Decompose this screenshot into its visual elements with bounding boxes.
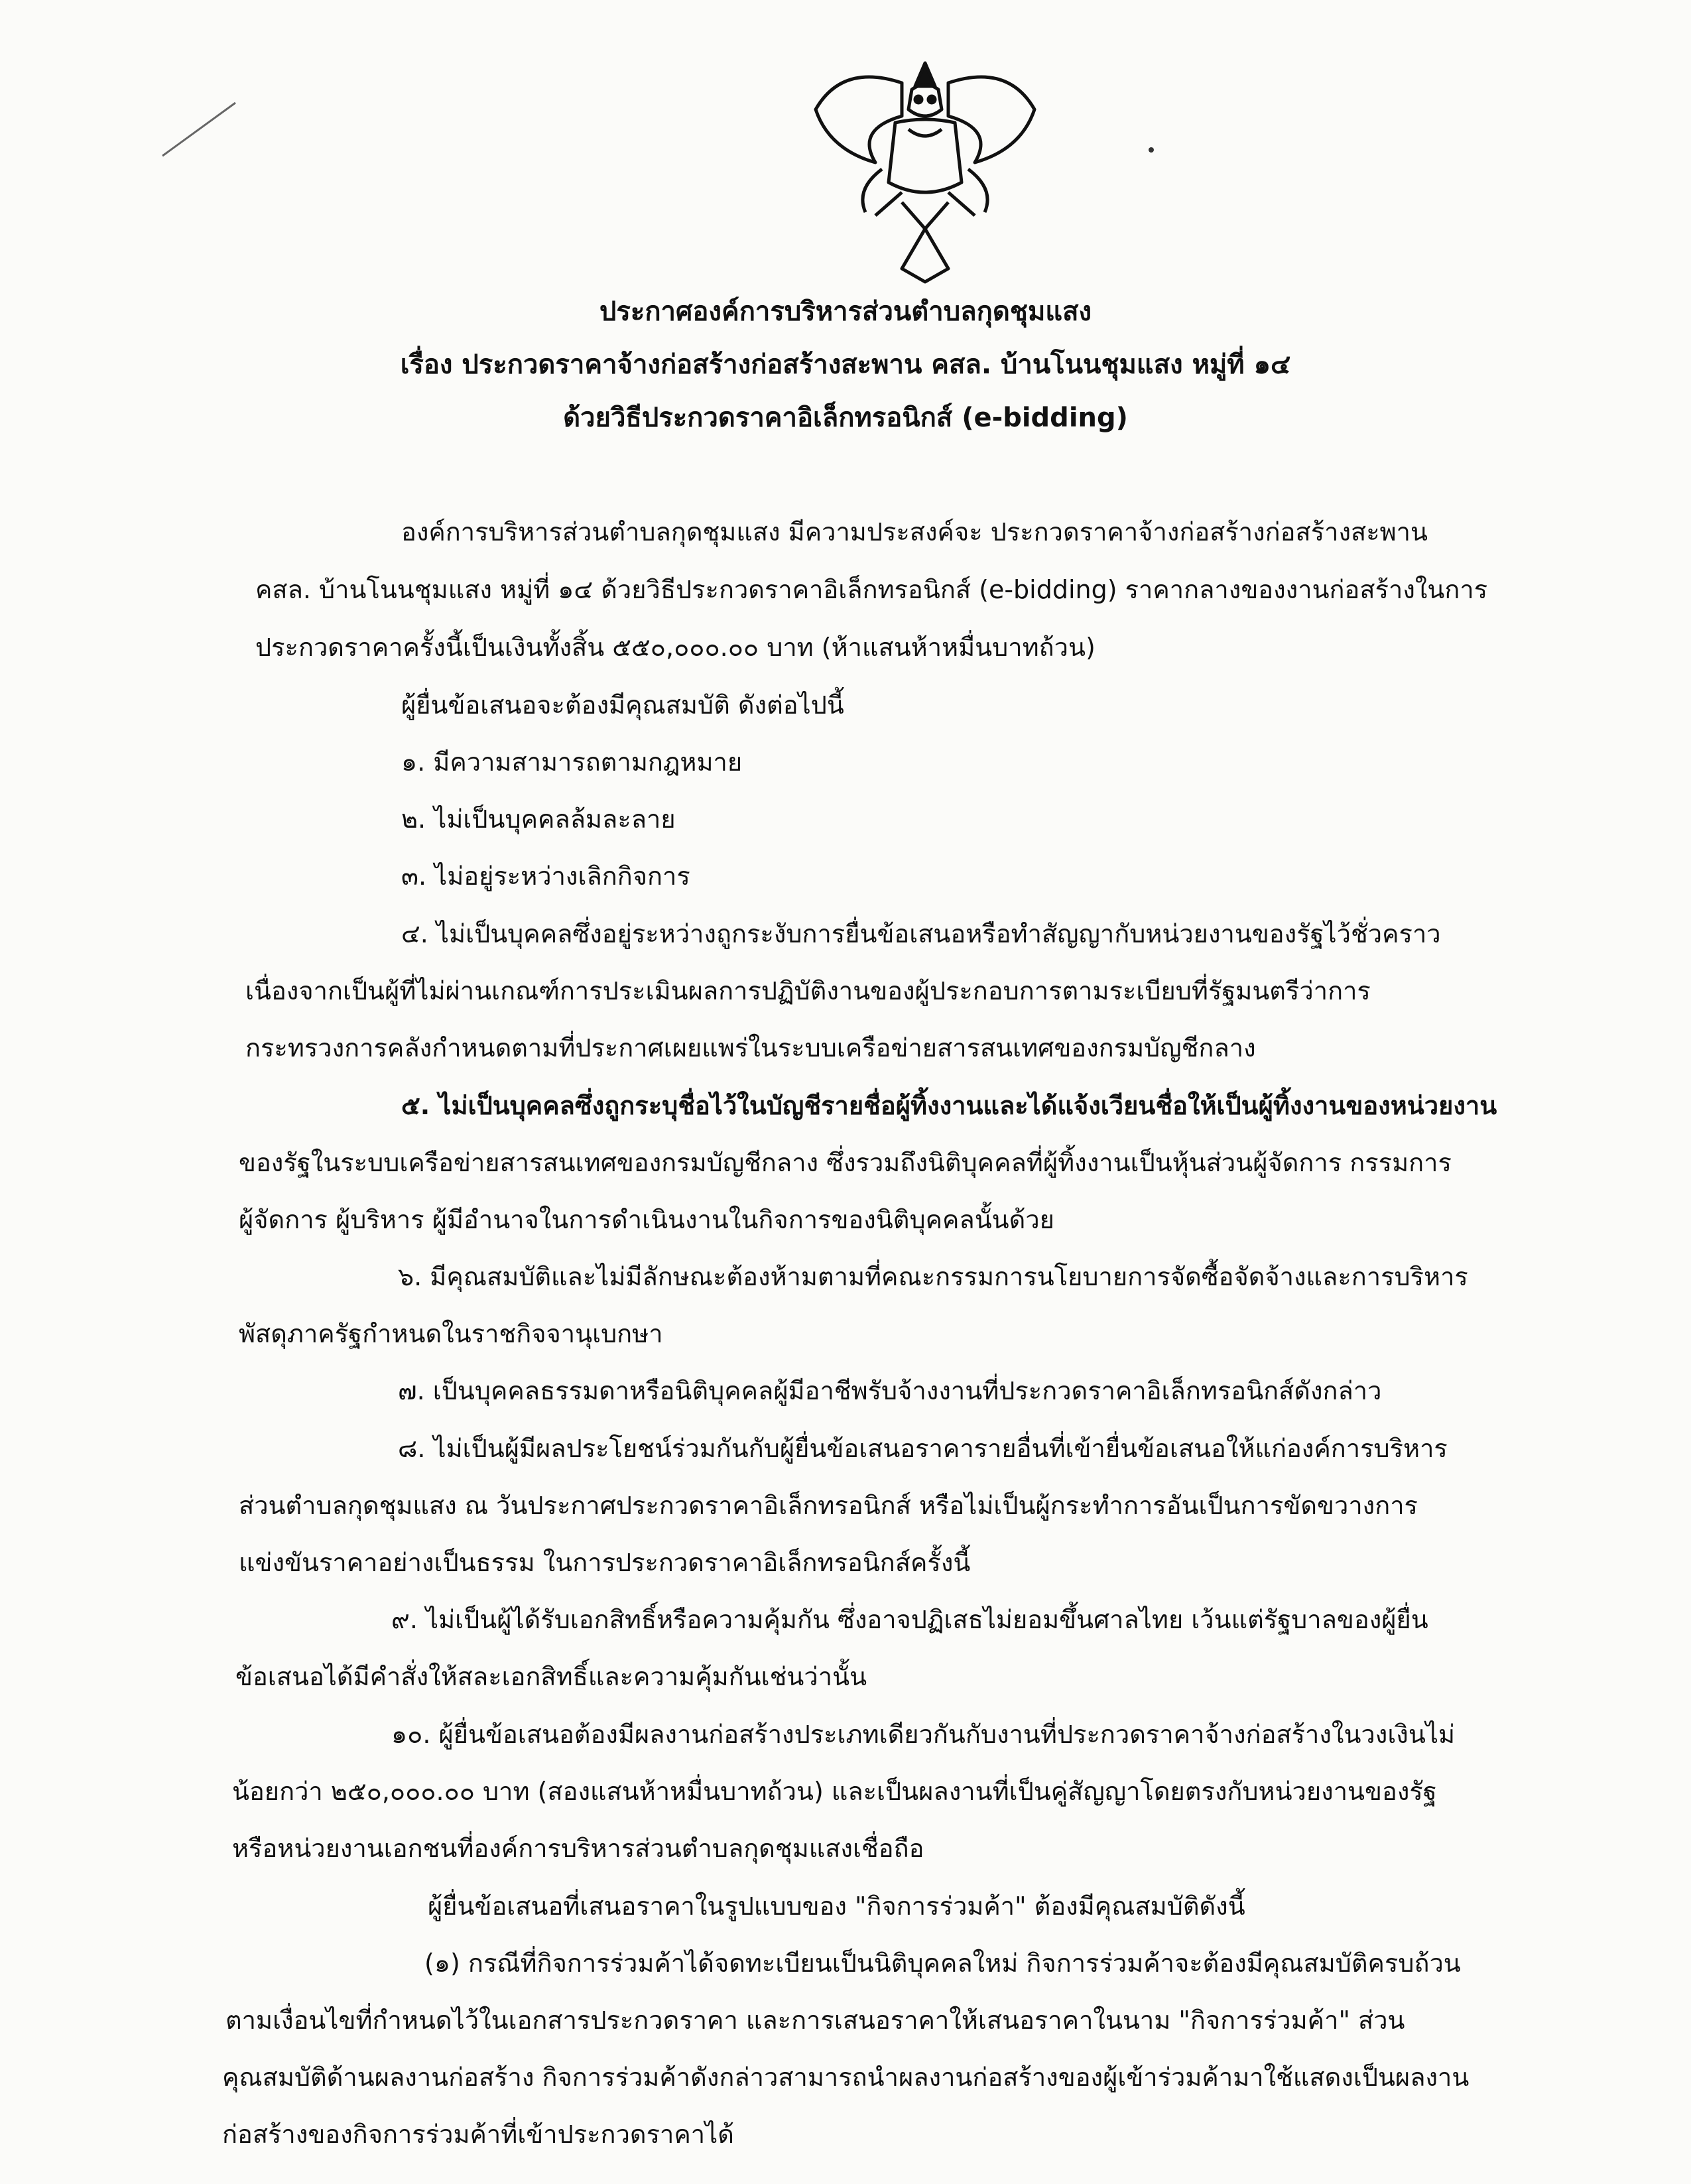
qualification-5-line-1: ๕. ไม่เป็นบุคคลซึ่งถูกระบุชื่อไว้ในบัญชีรายชื่อผู้ทิ้งงานและได้แจ้งเวียนชื่อให้เป็นผู้ทิ้งงานของหน่วยงาน <box>401 1091 1497 1120</box>
qualification-5-line-3: ผู้จัดการ ผู้บริหาร ผู้มีอำนาจในการดำเนินงานในกิจการของนิติบุคคลนั้นด้วย <box>239 1205 1054 1234</box>
qualification-2: ๒. ไม่เป็นบุคคลล้มละลาย <box>401 804 676 834</box>
joint-venture-clause-1-line-2: ตามเงื่อนไขที่กำหนดไว้ในเอกสารประกวดราคา และการเสนอราคาให้เสนอราคาในนาม "กิจการร่วมค้า" ส่วน <box>225 2006 1405 2035</box>
qualification-10-line-1: ๑๐. ผู้ยื่นข้อเสนอต้องมีผลงานก่อสร้างประเภทเดียวกันกับงานที่ประกวดราคาจ้างก่อสร้างในวงเงินไม่ <box>391 1720 1455 1749</box>
procurement-method: ด้วยวิธีประกวดราคาอิเล็กทรอนิกส์ (e-bidding) <box>563 403 1128 433</box>
garuda-emblem <box>802 50 1048 289</box>
qualification-8-line-3: แข่งขันราคาอย่างเป็นธรรม ในการประกวดราคาอิเล็กทรอนิกส์ครั้งนี้ <box>239 1548 971 1577</box>
qualification-10-line-3: หรือหน่วยงานเอกชนที่องค์การบริหารส่วนตำบลกุดชุมแสงเชื่อถือ <box>232 1834 924 1863</box>
qualification-4-line-2: เนื่องจากเป็นผู้ที่ไม่ผ่านเกณฑ์การประเมินผลการปฏิบัติงานของผู้ประกอบการตามระเบียบที่รัฐมนตรีว่าการ <box>245 976 1371 1005</box>
qualification-6-line-2: พัสดุภาครัฐกำหนดในราชกิจจานุเบกษา <box>239 1319 663 1348</box>
qualification-10-line-2: น้อยกว่า ๒๕๐,๐๐๐.๐๐ บาท (สองแสนห้าหมื่นบาทถ้วน) และเป็นผลงานที่เป็นคู่สัญญาโดยตรงกับหน่วยงานของรัฐ <box>232 1777 1437 1806</box>
joint-venture-clause-1-line-3: คุณสมบัติด้านผลงานก่อสร้าง กิจการร่วมค้าดังกล่าวสามารถนำผลงานก่อสร้างของผู้เข้าร่วมค้ามาใช้แสดงเป็นผลงาน <box>222 2063 1470 2092</box>
qualification-6-line-1: ๖. มีคุณสมบัติและไม่มีลักษณะต้องห้ามตามที่คณะกรรมการนโยบายการจัดซื้อจัดจ้างและการบริหาร <box>398 1262 1468 1291</box>
qualification-7: ๗. เป็นบุคคลธรรมดาหรือนิติบุคคลผู้มีอาชีพรับจ้างงานที่ประกวดราคาอิเล็กทรอนิกส์ดังกล่าว <box>398 1376 1382 1405</box>
qualification-3: ๓. ไม่อยู่ระหว่างเลิกกิจการ <box>401 862 690 891</box>
qualification-8-line-1: ๘. ไม่เป็นผู้มีผลประโยชน์ร่วมกันกับผู้ยื่นข้อเสนอราคารายอื่นที่เข้ายื่นข้อเสนอให้แก่องค์การบริหาร <box>398 1434 1448 1463</box>
qualification-1: ๑. มีความสามารถตามกฎหมาย <box>401 747 743 777</box>
announcement-subject: เรื่อง ประกวดราคาจ้างก่อสร้างก่อสร้างสะพาน คสล. บ้านโนนชุมแสง หมู่ที่ ๑๔ <box>400 350 1291 380</box>
intro-line-1: องค์การบริหารส่วนตำบลกุดชุมแสง มีความประสงค์จะ ประกวดราคาจ้างก่อสร้างก่อสร้างสะพาน <box>401 517 1428 546</box>
intro-line-3: ประกวดราคาครั้งนี้เป็นเงินทั้งสิ้น ๕๕๐,๐๐๐.๐๐ บาท (ห้าแสนห้าหมื่นบาทถ้วน) <box>255 633 1096 662</box>
joint-venture-heading: ผู้ยื่นข้อเสนอที่เสนอราคาในรูปแบบของ "กิจการร่วมค้า" ต้องมีคุณสมบัติดังนี้ <box>428 1892 1245 1921</box>
qualification-8-line-2: ส่วนตำบลกุดชุมแสง ณ วันประกาศประกวดราคาอิเล็กทรอนิกส์ หรือไม่เป็นผู้กระทำการอันเป็นการขัดขวางการ <box>239 1491 1418 1520</box>
pen-mark <box>159 99 239 159</box>
announcement-title: ประกาศองค์การบริหารส่วนตำบลกุดชุมแสง <box>599 296 1092 327</box>
qualification-5-line-2: ของรัฐในระบบเครือข่ายสารสนเทศของกรมบัญชีกลาง ซึ่งรวมถึงนิติบุคคลที่ผู้ทิ้งงานเป็นหุ้นส่วนผู้จัดการ กรรมการ <box>239 1148 1452 1177</box>
qualifications-heading: ผู้ยื่นข้อเสนอจะต้องมีคุณสมบัติ ดังต่อไปนี้ <box>401 690 844 720</box>
qualification-4-line-1: ๔. ไม่เป็นบุคคลซึ่งอยู่ระหว่างถูกระงับการยื่นข้อเสนอหรือทำสัญญากับหน่วยงานของรัฐไว้ชั่วคราว <box>401 919 1441 948</box>
intro-line-2: คสล. บ้านโนนชุมแสง หมู่ที่ ๑๔ ด้วยวิธีประกวดราคาอิเล็กทรอนิกส์ (e-bidding) ราคากลางของงานก่อสร้างในการ <box>255 575 1488 604</box>
joint-venture-clause-1-line-1: (๑) กรณีที่กิจการร่วมค้าได้จดทะเบียนเป็นนิติบุคคลใหม่ กิจการร่วมค้าจะต้องมีคุณสมบัติครบถ้วน <box>424 1949 1461 1978</box>
qualification-4-line-3: กระทรวงการคลังกำหนดตามที่ประกาศเผยแพร่ในระบบเครือข่ายสารสนเทศของกรมบัญชีกลาง <box>245 1033 1256 1062</box>
speck <box>1149 147 1154 153</box>
qualification-9-line-1: ๙. ไม่เป็นผู้ได้รับเอกสิทธิ์หรือความคุ้มกัน ซึ่งอาจปฏิเสธไม่ยอมขึ้นศาลไทย เว้นแต่รัฐบาลของผู้ยื่น <box>391 1605 1428 1634</box>
qualification-9-line-2: ข้อเสนอได้มีคำสั่งให้สละเอกสิทธิ์และความคุ้มกันเช่นว่านั้น <box>235 1662 867 1691</box>
joint-venture-clause-1-line-4: ก่อสร้างของกิจการร่วมค้าที่เข้าประกวดราคาได้ <box>222 2120 734 2149</box>
